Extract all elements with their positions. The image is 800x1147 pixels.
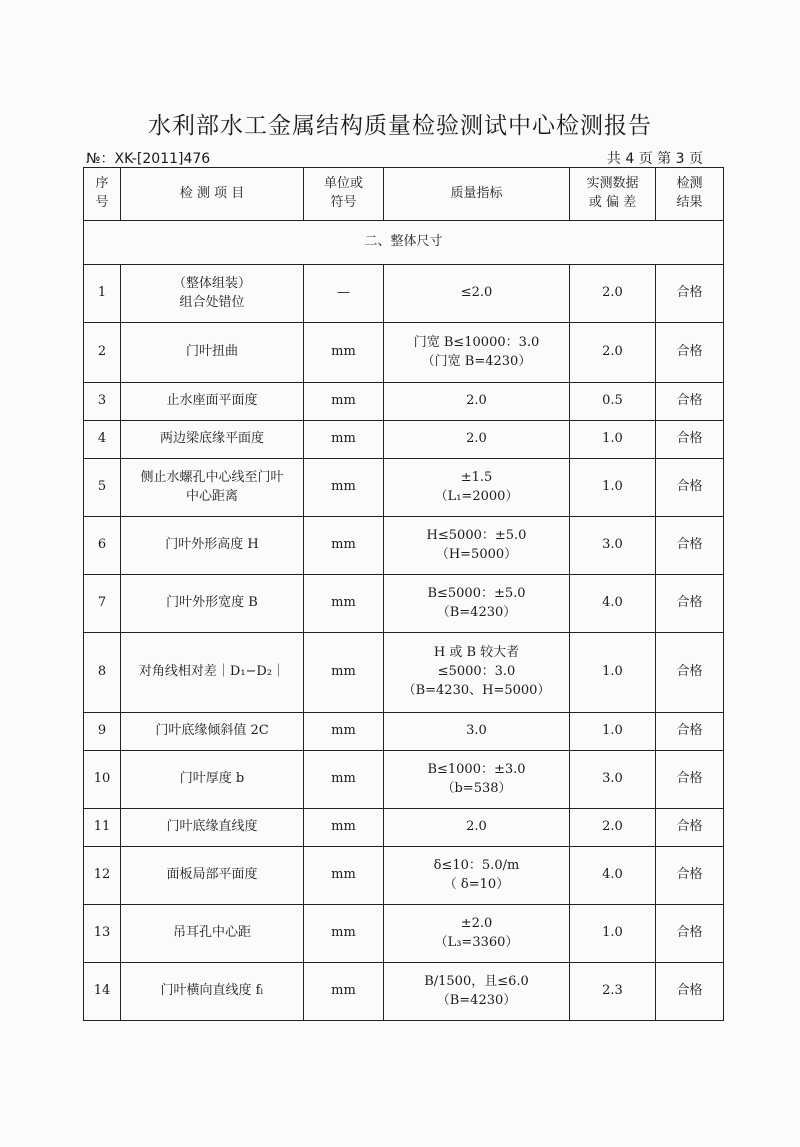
row-number: 1	[84, 265, 121, 323]
row-unit: mm	[304, 905, 384, 963]
section-row	[84, 221, 724, 265]
row-measured: 2.0	[570, 809, 656, 847]
row-result: 合格	[656, 265, 724, 323]
row-spec: B≤1000：±3.0 （b=538）	[384, 751, 570, 809]
row-number: 9	[84, 713, 121, 751]
row-item: 门叶底缘直线度	[121, 809, 304, 847]
row-item: 门叶扭曲	[121, 323, 304, 383]
row-number: 2	[84, 323, 121, 383]
row-spec: H≤5000：±5.0 （H=5000）	[384, 517, 570, 575]
table-row	[84, 751, 724, 809]
row-unit: mm	[304, 847, 384, 905]
header-item: 检 测 项 目	[121, 168, 304, 221]
row-measured: 2.3	[570, 963, 656, 1021]
row-measured: 3.0	[570, 751, 656, 809]
table-row	[84, 421, 724, 459]
row-item: 吊耳孔中心距	[121, 905, 304, 963]
row-unit: mm	[304, 459, 384, 517]
header-result: 检测 结果	[656, 168, 724, 221]
row-item: （整体组装） 组合处错位	[121, 265, 304, 323]
table-header-row	[84, 168, 724, 221]
report-title: 水利部水工金属结构质量检验测试中心检测报告	[148, 113, 652, 139]
row-measured: 1.0	[570, 459, 656, 517]
row-number: 14	[84, 963, 121, 1021]
row-result: 合格	[656, 517, 724, 575]
row-unit: mm	[304, 963, 384, 1021]
row-number: 5	[84, 459, 121, 517]
row-number: 12	[84, 847, 121, 905]
row-unit: mm	[304, 751, 384, 809]
row-number: 6	[84, 517, 121, 575]
header-unit: 单位或 符号	[304, 168, 384, 221]
row-number: 13	[84, 905, 121, 963]
table-row	[84, 809, 724, 847]
row-spec: 2.0	[384, 421, 570, 459]
row-unit: mm	[304, 383, 384, 421]
table-row	[84, 847, 724, 905]
row-measured: 0.5	[570, 383, 656, 421]
row-item: 门叶厚度 b	[121, 751, 304, 809]
row-measured: 1.0	[570, 905, 656, 963]
row-measured: 1.0	[570, 713, 656, 751]
row-spec: δ≤10：5.0/m （ δ=10）	[384, 847, 570, 905]
inspection-table	[83, 167, 724, 1021]
row-item: 侧止水螺孔中心线至门叶 中心距离	[121, 459, 304, 517]
table-row	[84, 517, 724, 575]
row-item: 门叶横向直线度 fₗ	[121, 963, 304, 1021]
row-measured: 3.0	[570, 517, 656, 575]
table-row	[84, 713, 724, 751]
row-result: 合格	[656, 633, 724, 713]
row-unit: mm	[304, 517, 384, 575]
row-result: 合格	[656, 323, 724, 383]
row-measured: 1.0	[570, 421, 656, 459]
row-measured: 2.0	[570, 323, 656, 383]
row-spec: 2.0	[384, 383, 570, 421]
report-number: №：XK-[2011]476	[86, 151, 211, 167]
row-number: 7	[84, 575, 121, 633]
table-row	[84, 905, 724, 963]
row-unit: mm	[304, 809, 384, 847]
row-result: 合格	[656, 383, 724, 421]
page-info: 共 4 页 第 3 页	[606, 151, 703, 167]
row-item: 门叶外形高度 H	[121, 517, 304, 575]
row-unit: mm	[304, 575, 384, 633]
table-row	[84, 633, 724, 713]
row-item: 对角线相对差｜D₁−D₂｜	[121, 633, 304, 713]
row-number: 10	[84, 751, 121, 809]
section-title: 二、整体尺寸	[84, 221, 724, 265]
row-measured: 4.0	[570, 847, 656, 905]
row-measured: 2.0	[570, 265, 656, 323]
header-spec: 质量指标	[384, 168, 570, 221]
row-item: 两边梁底缘平面度	[121, 421, 304, 459]
row-result: 合格	[656, 459, 724, 517]
row-result: 合格	[656, 421, 724, 459]
row-spec: 门宽 B≤10000：3.0 （门宽 B=4230）	[384, 323, 570, 383]
row-unit: mm	[304, 713, 384, 751]
row-result: 合格	[656, 905, 724, 963]
row-unit: mm	[304, 633, 384, 713]
row-result: 合格	[656, 847, 724, 905]
row-spec: B/1500，且≤6.0 （B=4230）	[384, 963, 570, 1021]
table-row	[84, 383, 724, 421]
row-spec: ≤2.0	[384, 265, 570, 323]
row-result: 合格	[656, 809, 724, 847]
row-spec: H 或 B 较大者 ≤5000：3.0 （B=4230、H=5000）	[384, 633, 570, 713]
row-unit: mm	[304, 323, 384, 383]
row-spec: 3.0	[384, 713, 570, 751]
header-seq: 序 号	[84, 168, 121, 221]
row-number: 8	[84, 633, 121, 713]
row-item: 门叶底缘倾斜值 2C	[121, 713, 304, 751]
row-unit: mm	[304, 421, 384, 459]
row-number: 11	[84, 809, 121, 847]
row-number: 3	[84, 383, 121, 421]
row-result: 合格	[656, 751, 724, 809]
row-measured: 1.0	[570, 633, 656, 713]
row-spec: ±1.5 （L₁=2000）	[384, 459, 570, 517]
row-number: 4	[84, 421, 121, 459]
table-row	[84, 963, 724, 1021]
table-row	[84, 575, 724, 633]
table-row	[84, 323, 724, 383]
row-result: 合格	[656, 713, 724, 751]
row-measured: 4.0	[570, 575, 656, 633]
row-spec: ±2.0 （L₃=3360）	[384, 905, 570, 963]
table-row	[84, 459, 724, 517]
row-result: 合格	[656, 575, 724, 633]
row-spec: 2.0	[384, 809, 570, 847]
row-item: 止水座面平面度	[121, 383, 304, 421]
row-unit: —	[304, 265, 384, 323]
row-item: 门叶外形宽度 B	[121, 575, 304, 633]
row-item: 面板局部平面度	[121, 847, 304, 905]
header-measured: 实测数据 或 偏 差	[570, 168, 656, 221]
row-spec: B≤5000：±5.0 （B=4230）	[384, 575, 570, 633]
table-row	[84, 265, 724, 323]
row-result: 合格	[656, 963, 724, 1021]
